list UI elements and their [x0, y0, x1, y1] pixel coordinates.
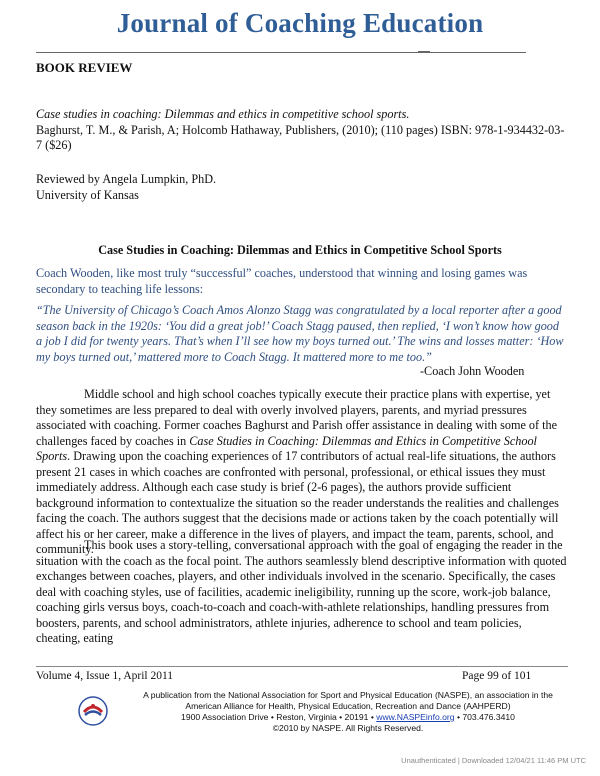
para1-text-b: . Drawing upon the coaching experiences of 17 contributors of actual real-life situations, the authors present 21 cases in which coaches are confronted with personal, professional, or ethical issues they must immediately address. Although each case study is brief (2-6 pages), the authors provide sufficient background information to contextualize the situation so the reader understands the realities and challenges facing the coach. The authors suggest that the decisions made or actions taken by the coach potentially will affect his or her career, make a difference in the lives of players, and impact the team, parents, school, and community. [36, 449, 559, 556]
reviewer-name: Reviewed by Angela Lumpkin, PhD. [36, 172, 217, 186]
footer-page-number: Page 99 of 101 [462, 670, 532, 682]
publisher-line-1: A publication from the National Association for Sport and Physical Education (NASPE), an association in the [143, 690, 553, 700]
body-paragraph-1 [36, 387, 568, 558]
para1-text-a: Middle school and high school coaches typically execute their practice plans with expertise, yet they sometimes are less prepared to deal with overly involved players, parents, and myriad pressures associated with coaching. Former coaches Baghurst and Parish offer assistance in dealing with some of the challenges faced by coaches in [36, 387, 557, 448]
quote-attribution: -Coach John Wooden [420, 364, 525, 378]
section-label: BOOK REVIEW [36, 60, 133, 75]
reviewer-affiliation: University of Kansas [36, 187, 139, 202]
citation-details: Baghurst, T. M., & Parish, A; Holcomb Hathaway, Publishers, (2010); (110 pages) ISBN: 978-1-934432-03-7 ($26) [36, 122, 565, 152]
article-heading: Case Studies in Coaching: Dilemmas and Ethics in Competitive School Sports [98, 243, 502, 257]
phone-text: • 703.476.3410 [454, 712, 515, 722]
header-rule-dash [418, 51, 430, 52]
naspe-website-link[interactable]: www.NASPEinfo.org [376, 712, 455, 722]
address-text: 1900 Association Drive • Reston, Virginia • 20191 • [181, 712, 377, 722]
footer-volume: Volume 4, Issue 1, April 2011 [36, 670, 174, 682]
para1-book-title: Case Studies in Coaching: Dilemmas and Ethics in Competitive School Sports [36, 433, 537, 463]
citation-book-title: Case studies in coaching: Dilemmas and ethics in competitive school sports. [36, 107, 410, 121]
header-rule [36, 52, 526, 53]
download-stamp: Unauthenticated | Downloaded 12/04/21 11:46 PM UTC [401, 756, 586, 765]
publisher-line-2: American Alliance for Health, Physical Education, Recreation and Dance (AAHPERD) [185, 701, 511, 711]
intro-paragraph: Coach Wooden, like most truly “successful” coaches, understood that winning and losing games was secondary to teaching life lessons: [36, 266, 528, 296]
citation [36, 107, 568, 154]
wooden-quote: “The University of Chicago’s Coach Amos Alonzo Stagg was congratulated by a local reporter after a good season back in the 1920s: ‘You did a great job!’ Coach Stagg paused, then replied, ‘I won’t know how good a job I did for twenty years. That’s when I’ll see how my boys turned out.’ The wins and losses matter: ‘How my boys turned out,’ mattered more to Coach Stagg. It mattered more to me too.” [36, 303, 564, 364]
journal-title: Journal of Coaching Education [116, 8, 484, 38]
body-paragraph-2: This book uses a story-telling, conversational approach with the goal of engaging the reader in the situation with the coach as the focal point. The authors seamlessly blend descriptive information with quoted exchanges between coaches, players, and other individuals involved in the scenario. Specifically, the cases deal with coaching styles, use of facilities, academic ineligibility, running up the score, work-job balance, coaching girls versus boys, coach-to-coach and coach-with-athlete relationships, handling pressures from boosters, parents, and school administrators, athlete injuries, adherence to school and team policies, cheating, eating [36, 538, 567, 645]
publisher-address [118, 712, 578, 723]
copyright-line: ©2010 by NASPE. All Rights Reserved. [272, 723, 424, 733]
naspe-logo-icon [78, 696, 108, 726]
footer-rule [36, 666, 568, 667]
publisher-info [118, 690, 578, 734]
reviewer-block [36, 172, 568, 203]
